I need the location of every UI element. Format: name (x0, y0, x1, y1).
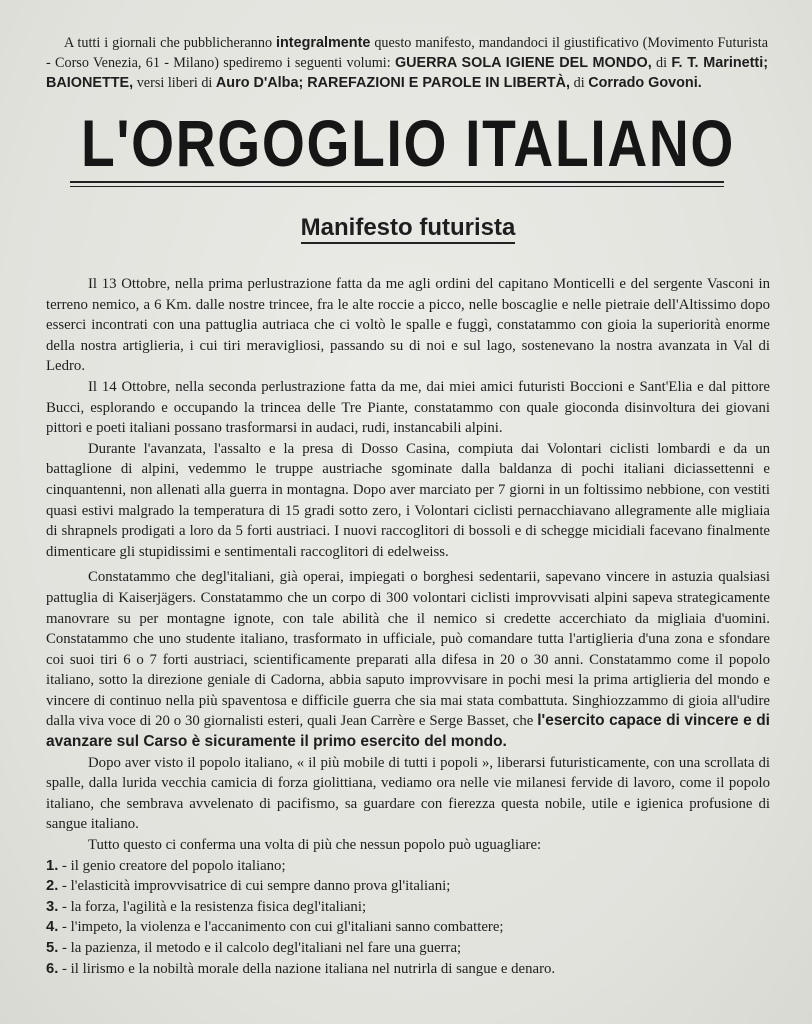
title-block (46, 107, 770, 179)
notice-emphasis: GUERRA SOLA IGIENE DEL MONDO, (394, 55, 652, 71)
paragraph: Il 13 Ottobre, nella prima perlustrazione fatta da me agli ordini del capitano Monticelli e del sergente Vasconi in terreno nemico, a 6 Km. dalle nostre trincee, fra le alte roccie a picco, nelle boscaglie e nelle pietraie dell'Altissimo dopo esserci incontrati con una pattuglia autriaca che ci voltò le spalle e fuggì, constatammo con gioia la superiorità enorme della nostra artiglieria, i cui tiri meravigliosi, passando su di noi e sul lago, sostenevano la nostra avanzata in Val di Ledro. (46, 276, 770, 375)
list-item (46, 876, 770, 897)
paragraph: Durante l'avanzata, l'assalto e la presa di Dosso Casina, compiuta dai Volontari ciclisti lombardi e da un battaglione di alpini, vedemmo le truppe austriache sgominate dalla baldanza di pochi italiani diciassettenni e cinquantenni, non allenati alla guerra in montagna. Dopo aver marciato per 7 giorni in un foltissimo nebbione, con vestiti quasi estivi malgrado la temperatura di 15 gradi sotto zero, i Volontari ciclisti pernacchiavano allegramente alle migliaia di shrapnels prodigati a loro da 5 forti austriaci. I nuovi raccoglitori di bossoli e di schegge micidiali facevano finalmente dimenticare gli stupidissimi e sentimentali raccoglitori di edelweiss. (46, 440, 770, 560)
notice-text: di (651, 55, 672, 71)
list-number: 6. (46, 960, 59, 977)
paragraph-emphasis: l'esercito capace di vincere e di avanzare sul Carso è sicuramente il primo esercito del mondo. (46, 712, 770, 751)
list-number: 3. (46, 898, 59, 915)
list-number: 1. (46, 857, 59, 874)
list-item (46, 938, 770, 959)
notice-text: A tutti i giornali che pubblicheranno (64, 35, 276, 51)
subtitle-text: Manifesto futurista (301, 214, 516, 244)
list-item (46, 917, 770, 938)
list-number: 5. (46, 940, 59, 956)
list-number: 4. (46, 919, 59, 936)
title-underline-thin (70, 186, 724, 187)
title-underline (70, 181, 724, 183)
paragraph: Dopo aver visto il popolo italiano, « il più mobile di tutti i popoli », liberarsi futuristicamente, con una scrollata di spalle, dalla lurida vecchia camicia di forza giolittiana, vediamo ora nelle vie milanesi fervide di lavoro, come il popolo italiano, che sembrava avvelenato di pacifismo, sa guardare con fierezza questa nobile, utile e igienica profusione di sangue italiano. (46, 754, 770, 833)
list-text: - il genio creatore del popolo italiano; (58, 857, 286, 874)
page-title: L'ORGOGLIO ITALIANO (80, 106, 736, 180)
notice-emphasis: integralmente (276, 35, 371, 51)
list-text: - l'impeto, la violenza e l'accanimento con cui gl'italiani sanno combattere; (58, 919, 504, 936)
subtitle (46, 213, 770, 246)
paragraph: Il 14 Ottobre, nella seconda perlustrazione fatta da me, dai miei amici futuristi Boccioni e Sant'Elia e dal pittore Bucci, esplorando e occupando la trincea delle Tre Piante, constatammo con quale gioconda disinvoltura dei giovani pittori e poeti italiani possano trasformarsi in audaci, rudi, instancabili alpini. (46, 378, 770, 437)
notice-text: questo manifesto, mandandoci il giustificativo (Movimento Futurista - Corso Venezia, 61 - Milano) spediremo i seguenti volumi: (46, 35, 768, 71)
publication-notice (46, 33, 768, 93)
numbered-list (46, 856, 770, 980)
paragraph (46, 567, 770, 752)
list-text: - il lirismo e la nobiltà morale della nazione italiana nel nutrirla di sangue e denaro. (58, 960, 556, 977)
list-item (46, 959, 770, 980)
notice-text: versi liberi di (133, 75, 216, 91)
list-text: - l'elasticità improvvisatrice di cui sempre danno prova gl'italiani; (58, 878, 451, 895)
paragraph: Tutto questo ci conferma una volta di più che nessun popolo può uguagliare: (88, 837, 542, 854)
list-item (46, 856, 770, 877)
manifesto-body (46, 274, 770, 979)
list-number: 2. (46, 878, 59, 895)
list-item (46, 897, 770, 918)
list-text: - la pazienza, il metodo e il calcolo degl'italiani nel fare una guerra; (58, 940, 462, 956)
notice-emphasis: Auro D'Alba; RAREFAZIONI E PAROLE IN LIBERTÀ, (215, 75, 571, 91)
notice-emphasis: Corrado Govoni. (588, 75, 702, 91)
list-text: - la forza, l'agilità e la resistenza fisica degl'italiani; (58, 898, 367, 915)
paragraph-text: Constatammo che degl'italiani, già operai, impiegati o borghesi sedentarii, sapevano vincere in astuzia qualsiasi pattuglia di Kaiserjägers. Constatammo che un corpo di 300 volontari ciclisti improvvisati alpini sapeva strategicamente manovrare su per montagne ignote, con tale abilità che il nemico si credette accerchiato da migliaia d'uomini. Constatammo che uno studente italiano, trasformato in ufficiale, può comandare tutta l'artiglieria d'una zona e sfondare coi suoi tiri 6 o 7 forti austriaci, scientificamente preparati alla difesa in 20 o 30 anni. Constatammo come il popolo italiano, sotto la direzione geniale di Cadorna, abbia saputo improvvisare in pochi mesi la prima artiglieria del mondo e vincere di continuo nella più spaventosa e difficile guerra che sia mai stata combattuta. Singhiozzammo di gioia all'udire dalla viva voce di 20 o 30 giornalisti esteri, quali Jean Carrère e Serge Basset, che (46, 569, 770, 730)
notice-text: di (570, 75, 589, 91)
notice-emphasis: F. T. Marinetti; BAIONETTE, (46, 55, 768, 91)
